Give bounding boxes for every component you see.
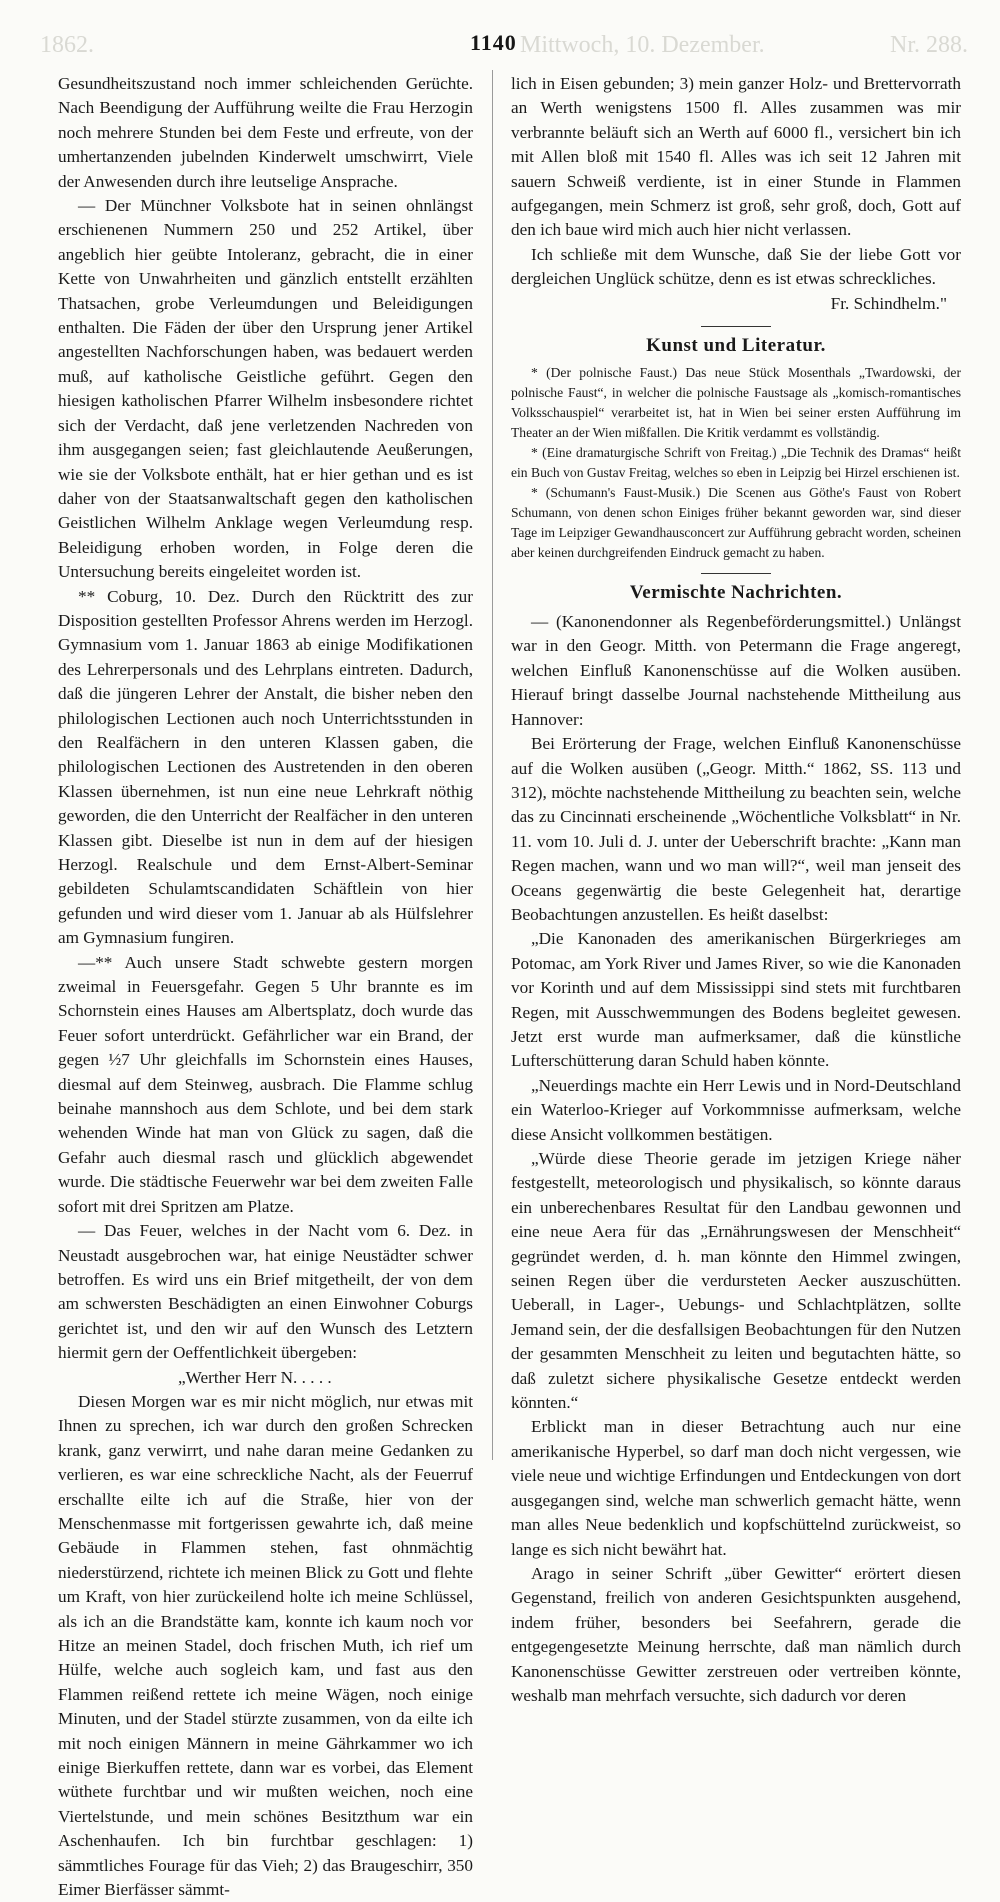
- right-column: [511, 72, 961, 1708]
- paragraph: „Die Kanonaden des amerikanischen Bürgerkrieges am Potomac, am York River und James River, so wie die Kanonaden vor Korinth und auf dem Mississippi sind stets mit furchtbaren Regen, mit Ausschwemmungen des Bodens begleitet gewesen. Jetzt erst wurde man aufmerksamer, daß die künstliche Lufterschütterung daran Schuld haben könnte.: [511, 929, 961, 1071]
- paragraph: ** Coburg, 10. Dez. Durch den Rücktritt des zur Disposition gestellten Professor Ahrens werden im Herzogl. Gymnasium vom 1. Januar 1863 ab einige Modifikationen des Lehrerpersonals und des Lehrplans eintreten. Dadurch, daß die jüngeren Lehrer der Anstalt, die bisher neben den philologischen Lectionen auch noch Unterrichtsstunden in den Realfächern in den unteren Klassen gaben, die philologischen Lectionen des Austretenden in den oberen Klassen übernehmen, ist nun eine neue Lehrkraft nöthig geworden, die den Unterricht der Realfächer in den unteren Klassen gibt. Dieselbe ist nun in dem auf der hiesigen Herzogl. Realschule und dem Ernst-Albert-Seminar gebildeten Schulamtscandidaten Schäftlein von hier gefunden und wird dieser vom 1. Januar ab als Hülfslehrer am Gymnasium fungiren.: [58, 586, 473, 948]
- section-rule: [701, 326, 771, 327]
- paragraph: Arago in seiner Schrift „über Gewitter“ erörtert diesen Gegenstand, freilich von anderen Gesichtspunkten ausgehend, indem früher, besonders bei Seefahrern, gerade die entgegengesetzte Meinung herrschte, daß man nämlich durch Kanonenschüsse Gewitter zerstreuen oder vertreiben könnte, weshalb man mehrfach versuchte, sich dadurch vor deren: [511, 1563, 961, 1705]
- paragraph: „Würde diese Theorie gerade im jetzigen Kriege näher festgestellt, meteorologisch und physikalisch, so könnte daraus ein unberechenbares Resultat für den Landbau gewonnen und eine neue Aera für das „Ernährungswesen der Menschheit“ gegründet werden, d. h. man könnte den Himmel zwingen, seinen Regen über die verdursteten Aecker auszuschütten. Ueberall, in Lager-, Uebungs- und Schlachtplätzen, sollte Jemand sein, der die desfallsigen Beobachtungen für den Nutzen der gesammten Menschheit zu leiten und begutachten hätte, so daß zuletzt sichere physikalische Gesetze entdeckt werden könnten.“: [511, 1149, 961, 1413]
- paragraph: Ich schließe mit dem Wunsche, daß Sie der liebe Gott vor dergleichen Unglück schütze, denn es ist etwas schreckliches.: [511, 244, 961, 289]
- paragraph: Diesen Morgen war es mir nicht möglich, nur etwas mit Ihnen zu sprechen, ich war durch den großen Schrecken krank, ganz verwirrt, und nahe daran meine Gedanken zu verlieren, es war eine schreckliche Nacht, als der Feuerruf erschallte eilte ich auf die Straße, hier von der Menschenmasse mit fortgerissen gewahrte ich, daß meine Gebäude in Flammen stehen, fast ohnmächtig niederstürzend, richtete ich meinen Blick zu Gott und flehte um Kraft, von hier zurückeilend holte ich meine Schlüssel, als ich an die Brandstätte kam, konnte ich kaum noch vor Hitze an meinen Stadel, doch frischen Muth, ich rief um Hülfe, welche auch sogleich kam, und fast aus den Flammen reißend rettete ich meine Wägen, noch einige Minuten, und der Stadel stürzte zusammen, von da eilte ich mit noch einigen Männern in meine Gährkammer wo ich einige Bierkuffen rettete, dann war es vorbei, das Element wüthete furchtbar und wir mußten weichen, noch eine Viertelstunde, und mein schönes Besitzthum war ein Aschenhaufen. Ich bin furchtbar geschlagen: 1) sämmtliches Fourage für das Vieh; 2) das Braugeschirr, 350 Eimer Bierfässer sämmt-: [58, 1391, 473, 1900]
- paragraph: „Neuerdings machte ein Herr Lewis und in Nord-Deutschland ein Waterloo-Krieger auf Vorkommnisse aufmerksam, welche diese Ansicht vollkommen bestätigen.: [511, 1075, 961, 1144]
- bleed-through-center: Mittwoch, 10. Dezember.: [520, 32, 765, 58]
- letter-signature: Fr. Schindhelm.": [830, 293, 947, 313]
- paragraph: — Der Münchner Volksbote hat in seinen ohnlängst erschienenen Nummern 250 und 252 Artikel, über angeblich hier geübte Intoleranz, gebracht, die in einer Kette von Unwahrheiten und gänzlich entstellt erzählten Thatsachen, grobe Verleumdungen und Beleidigungen enthalten. Die Fäden der über den Ursprung jener Artikel angestellten Nachforschungen haben, was bedauert werden muß, auf katholische Geistliche geführt. Gegen den hiesigen katholischen Pfarrer Wilhelm insbesondere richtet sich der Verdacht, daß jene verletzenden Nachreden von ihm ausgegangen seien; fast gleichlautende Aeußerungen, wie sie der Volksbote enthält, hat er hier gethan und es ist daher von der Staatsanwaltschaft gegen den katholischen Geistlichen Wilhelm Anklage wegen Verleumdung resp. Beleidigung erhoben worden, in Folge deren die Untersuchung bereits eingeleitet worden ist.: [58, 196, 473, 582]
- section-rule: [701, 573, 771, 574]
- art-news-list: [511, 363, 961, 563]
- paragraph: — Das Feuer, welches in der Nacht vom 6. Dez. in Neustadt ausgebrochen war, hat einige Neustädter schwer betroffen. Es wird uns ein Brief mitgetheilt, der von dem am schwersten Beschädigten an einen Einwohner Coburgs gerichtet ist, und den wir auf den Wunsch des Letztern hiermit gern der Oeffentlichkeit übergeben:: [58, 1221, 473, 1363]
- left-column: [58, 72, 473, 1902]
- paragraph: — (Kanonendonner als Regenbeförderungsmittel.) Unlängst war in den Geogr. Mitth. von Petermann die Frage angeregt, welchen Einfluß Kanonenschüsse auf die Wolken ausüben. Hierauf bringt dasselbe Journal nachstehende Mittheilung aus Hannover:: [511, 612, 961, 729]
- section-heading-art: Kunst und Literatur.: [646, 335, 826, 357]
- bleed-through-left: 1862.: [40, 32, 94, 58]
- paragraph: Gesundheitszustand noch immer schleichenden Gerüchte. Nach Beendigung der Aufführung weilte die Frau Herzogin noch mehrere Stunden bei dem Feste und erfreute, von der umhertanzenden jubelnden Kinderwelt umschwirrt, Viele der Anwesenden durch ihre leutselige Ansprache.: [58, 74, 473, 191]
- paragraph: lich in Eisen gebunden; 3) mein ganzer Holz- und Brettervorrath an Werth wenigstens 1500 fl. Alles zusammen was mir verbrannte beläuft sich an Werth auf 6000 fl., versichert bin ich mit Allen bloß mit 1540 fl. Alles was ich seit 12 Jahren mit sauern Schweiß verdiente, ist in einer Stunde in Flammen aufgegangen, mein Schmerz ist groß, sehr groß, doch, Gott auf den ich baue wird mich auch hier nicht verlassen.: [511, 74, 961, 240]
- news-item: * (Eine dramaturgische Schrift von Freitag.) „Die Technik des Dramas“ heißt ein Buch von Gustav Freitag, welches so eben in Leipzig bei Hirzel erschienen ist.: [511, 445, 961, 481]
- page-header: [0, 30, 1000, 70]
- page-number: 1140: [470, 30, 517, 55]
- news-item: * (Schumann's Faust-Musik.) Die Scenen aus Göthe's Faust von Robert Schumann, von denen schon Einiges früher bekannt geworden war, sind dieser Tage im Leipziger Gewandhausconcert zur Aufführung gebracht worden, scheinen aber keinen durchgreifenden Eindruck gemacht zu haben.: [511, 485, 961, 561]
- column-divider: [492, 70, 493, 1460]
- letter-salutation: „Werther Herr N. . . . .: [178, 1367, 332, 1387]
- paragraph: Erblickt man in dieser Betrachtung auch nur eine amerikanische Hyperbel, so darf man doch nicht vergessen, wie viele neue und wichtige Erfindungen und Entdeckungen von dort ausgegangen sind, welche man schwerlich gemacht hätte, wenn man alles Neue bedenklich und kopfschüttelnd zurückweist, so lange es sich nicht bewährt hat.: [511, 1417, 961, 1559]
- bleed-through-right: Nr. 288.: [890, 32, 968, 58]
- section-heading-misc: Vermischte Nachrichten.: [629, 582, 843, 604]
- paragraph: —** Auch unsere Stadt schwebte gestern morgen zweimal in Feuersgefahr. Gegen 5 Uhr brannte es im Schornstein eines Hauses am Albertsplatz, doch wurde das Feuer sofort unterdrückt. Gefährlicher war ein Brand, der gegen ½7 Uhr gleichfalls im Schornstein eines Hauses, diesmal auf dem Steinweg, ausbrach. Die Flamme schlug beinahe mannshoch aus dem Schlote, und bei dem stark wehenden Winde hat man von Glück zu sagen, daß die Gefahr auch diesmal rasch und glücklich abgewendet wurde. Die städtische Feuerwehr war bei dem zweiten Falle sofort mit drei Spritzen am Platze.: [58, 952, 473, 1216]
- news-item: * (Der polnische Faust.) Das neue Stück Mosenthals „Twardowski, der polnische Faust“, in welcher die polnische Faustsage als „komisch-romantisches Volksschauspiel“ verarbeitet ist, hat in Wien bei seiner ersten Aufführung im Theater an der Wien mißfallen. Die Kritik verdammt es vollständig.: [511, 365, 961, 441]
- paragraph: Bei Erörterung der Frage, welchen Einfluß Kanonenschüsse auf die Wolken ausüben („Geogr. Mitth.“ 1862, SS. 113 und 312), möchte nachstehende Mittheilung zu beachten sein, welche das zu Cincinnati erscheinende „Wöchentliche Volksblatt“ in Nr. 11. vom 10. Juli d. J. unter der Ueberschrift brachte: „Kann man Regen machen, wann und wo man will?“, weil man jenseit des Oceans gegenwärtig die beste Gelegenheit hat, derartige Beobachtungen anzustellen. Es heißt daselbst:: [511, 734, 961, 924]
